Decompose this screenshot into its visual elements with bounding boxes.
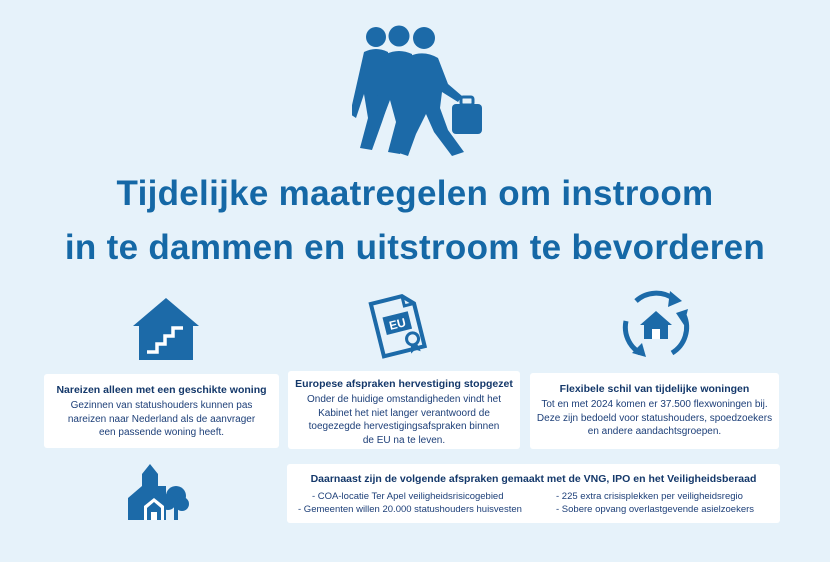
card-body: Onder de huidige omstandigheden vindt het Kabinet het niet langer verantwoord de toegezegde hervestigingsafspraken binnen de EU na te leven. [306, 394, 502, 446]
house-stairs-icon [131, 296, 201, 362]
list-item: - 225 extra crisisplekken per veiligheidsregio [556, 491, 743, 502]
page-title-line-1: Tijdelijke maatregelen om instroom [116, 174, 714, 213]
town-house-tree-icon [126, 462, 190, 522]
card-title: Nareizen alleen met een geschikte woning [56, 384, 267, 396]
page-title-line-2: in te dammen en uitstroom te bevorderen [64, 228, 766, 267]
eu-label: EU [387, 315, 408, 333]
info-card-europese-afspraken [288, 371, 520, 449]
walking-people-with-suitcase-icon [352, 22, 492, 162]
card-body: Gezinnen van statushouders kunnen pas nareizen naar Nederland als de aanvrager een passende woning heeft. [67, 400, 256, 438]
list-item: - Gemeenten willen 20.000 statushouders huisvesten [298, 504, 522, 515]
list-item: - Sobere opvang overlastgevende asielzoekers [556, 504, 755, 515]
info-card-nareizen [44, 374, 279, 448]
card-body: Tot en met 2024 komen er 37.500 flexwoningen bij. Deze zijn bedoeld voor statushouders, spoedzoekers en andere aandachtsgroepen. [536, 399, 773, 437]
card-title: Daarnaast zijn de volgende afspraken gemaakt met de VNG, IPO en het Veiligheidsberaad [310, 473, 757, 485]
afspraken-list-left [298, 490, 522, 516]
info-card-flexibele-schil [530, 373, 779, 449]
afspraken-list-right [556, 490, 754, 516]
list-item: - COA-locatie Ter Apel veiligheidsrisicogebied [312, 491, 504, 502]
house-circular-arrows-icon [618, 287, 694, 363]
card-title: Europese afspraken hervestiging stopgezet [295, 378, 513, 390]
card-title: Flexibele schil van tijdelijke woningen [559, 383, 750, 395]
eu-document-icon [365, 290, 431, 362]
